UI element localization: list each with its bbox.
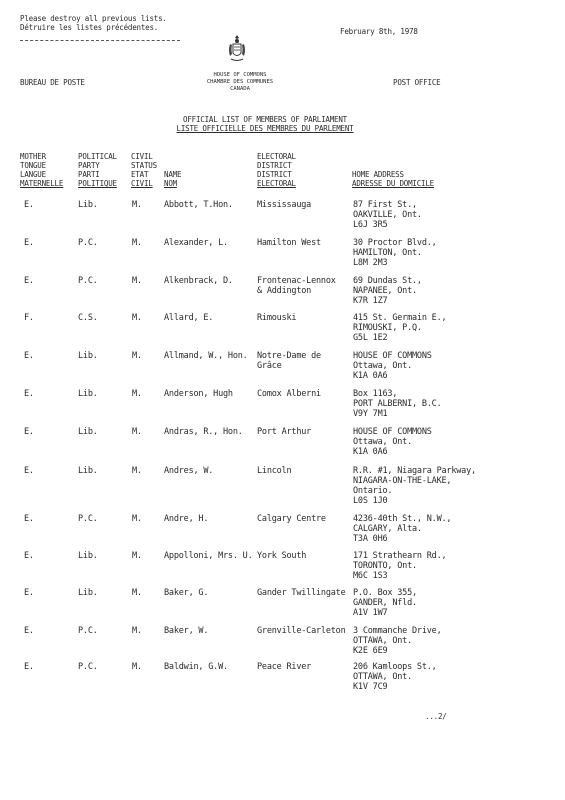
col-header-district: ELECTORAL DISTRICT DISTRICT ELECTORAL [257,152,296,188]
notice-divider [20,40,180,41]
address-cell: 87 First St., OAKVILLE, Ont. L6J 3R5 [353,200,422,230]
tongue-cell: E. [24,514,34,524]
name-cell: Allmand, W., Hon. [164,351,248,361]
district-cell: Mississauga [257,200,312,210]
status-cell: M. [132,551,142,561]
page-continuation: ...2/ [425,712,447,721]
party-cell: Lib. [78,389,98,399]
tongue-cell: E. [24,351,34,361]
tongue-cell: F. [24,313,34,323]
tongue-cell: E. [24,551,34,561]
address-cell: 206 Kamloops St., OTTAWA, Ont. K1V 7C9 [353,662,437,692]
status-cell: M. [132,427,142,437]
party-cell: P.C. [78,626,98,636]
party-cell: Lib. [78,551,98,561]
house-line-1: HOUSE OF COMMONS [213,72,267,78]
tongue-cell: E. [24,588,34,598]
address-cell: 415 St. Germain E., RIMOUSKI, P.Q. G5L 1E2 [353,313,447,343]
col-header-tongue: MOTHER TONGUE LANGUE MATERNELLE [20,152,64,188]
name-cell: Baldwin, G.W. [164,662,228,672]
header-right-label: POST OFFICE [393,78,441,87]
status-cell: M. [132,351,142,361]
district-cell: Rimouski [257,313,297,323]
district-cell: Peace River [257,662,312,672]
name-cell: Alkenbrack, D. [164,276,233,286]
tongue-cell: E. [24,662,34,672]
district-cell: Port Arthur [257,427,312,437]
district-cell: Grenville-Carleton [257,626,346,636]
tongue-cell: E. [24,389,34,399]
party-cell: Lib. [78,466,98,476]
name-cell: Appolloni, Mrs. U. [164,551,253,561]
destroy-notice-en: Please destroy all previous lists. [20,14,167,23]
party-cell: P.C. [78,238,98,248]
col-header-party: POLITICAL PARTY PARTI POLITIQUE [78,152,117,188]
party-cell: Lib. [78,427,98,437]
col-header-name: NAME NOM [164,170,182,188]
district-cell: York South [257,551,307,561]
title-en: OFFICIAL LIST OF MEMBERS OF PARLIAMENT [183,115,347,124]
status-cell: M. [132,313,142,323]
address-cell: Box 1163, PORT ALBERNI, B.C. V9Y 7M1 [353,389,442,419]
address-cell: 30 Proctor Blvd., HAMILTON, Ont. L8M 2M3 [353,238,437,268]
status-cell: M. [132,238,142,248]
name-cell: Abbott, T.Hon. [164,200,233,210]
tongue-cell: E. [24,200,34,210]
district-cell: Hamilton West [257,238,321,248]
address-cell: 171 Strathearn Rd., TORONTO, Ont. M6C 1S3 [353,551,447,581]
name-cell: Baker, W. [164,626,209,636]
address-cell: R.R. #1, Niagara Parkway, NIAGARA-ON-THE-LAKE, Ontario. L0S 1J0 [353,466,476,506]
status-cell: M. [132,466,142,476]
name-cell: Allard, E. [164,313,214,323]
status-cell: M. [132,200,142,210]
status-cell: M. [132,514,142,524]
district-cell: Lincoln [257,466,292,476]
tongue-cell: E. [24,466,34,476]
name-cell: Baker, G. [164,588,209,598]
parliament-crest-icon [226,34,248,64]
address-cell: HOUSE OF COMMONS Ottawa, Ont. K1A 0A6 [353,351,432,381]
document-date: February 8th, 1978 [340,27,418,36]
party-cell: Lib. [78,351,98,361]
district-cell: Notre-Dame de Grâce [257,351,321,371]
district-cell: Calgary Centre [257,514,326,524]
name-cell: Andras, R., Hon. [164,427,243,437]
tongue-cell: E. [24,427,34,437]
tongue-cell: E. [24,276,34,286]
status-cell: M. [132,626,142,636]
party-cell: Lib. [78,200,98,210]
status-cell: M. [132,389,142,399]
name-cell: Andre, H. [164,514,209,524]
tongue-cell: E. [24,626,34,636]
party-cell: P.C. [78,514,98,524]
address-cell: HOUSE OF COMMONS Ottawa, Ont. K1A 0A6 [353,427,432,457]
party-cell: P.C. [78,662,98,672]
address-cell: 3 Commanche Drive, OTTAWA, Ont. K2E 6E9 [353,626,442,656]
party-cell: Lib. [78,588,98,598]
address-cell: P.O. Box 355, GANDER, Nfld. A1V 1W7 [353,588,417,618]
address-cell: 69 Dundas St., NAPANEE, Ont. K7R 1Z7 [353,276,422,306]
district-cell: Comox Alberni [257,389,321,399]
col-header-address: HOME ADDRESS ADRESSE DU DOMICILE [352,170,434,188]
status-cell: M. [132,276,142,286]
status-cell: M. [132,662,142,672]
house-line-2: CHAMBRE DES COMMUNES [206,79,274,85]
party-cell: C.S. [78,313,98,323]
tongue-cell: E. [24,238,34,248]
address-cell: 4236-40th St., N.W., CALGARY, Alta. T3A 0H6 [353,514,452,544]
name-cell: Alexander, L. [164,238,228,248]
house-line-3: CANADA [230,86,250,92]
name-cell: Anderson, Hugh [164,389,233,399]
party-cell: P.C. [78,276,98,286]
header-left-label: BUREAU DE POSTE [20,78,85,87]
status-cell: M. [132,588,142,598]
name-cell: Andres, W. [164,466,214,476]
col-header-status: CIVIL STATUS ETAT CIVIL [131,152,157,188]
district-cell: Frontenac-Lennox & Addington [257,276,336,296]
district-cell: Gander Twillingate [257,588,346,598]
destroy-notice-fr: Détruire les listes précédentes. [20,23,159,32]
title-fr: LISTE OFFICIELLE DES MEMBRES DU PARLEMENT [176,124,354,133]
